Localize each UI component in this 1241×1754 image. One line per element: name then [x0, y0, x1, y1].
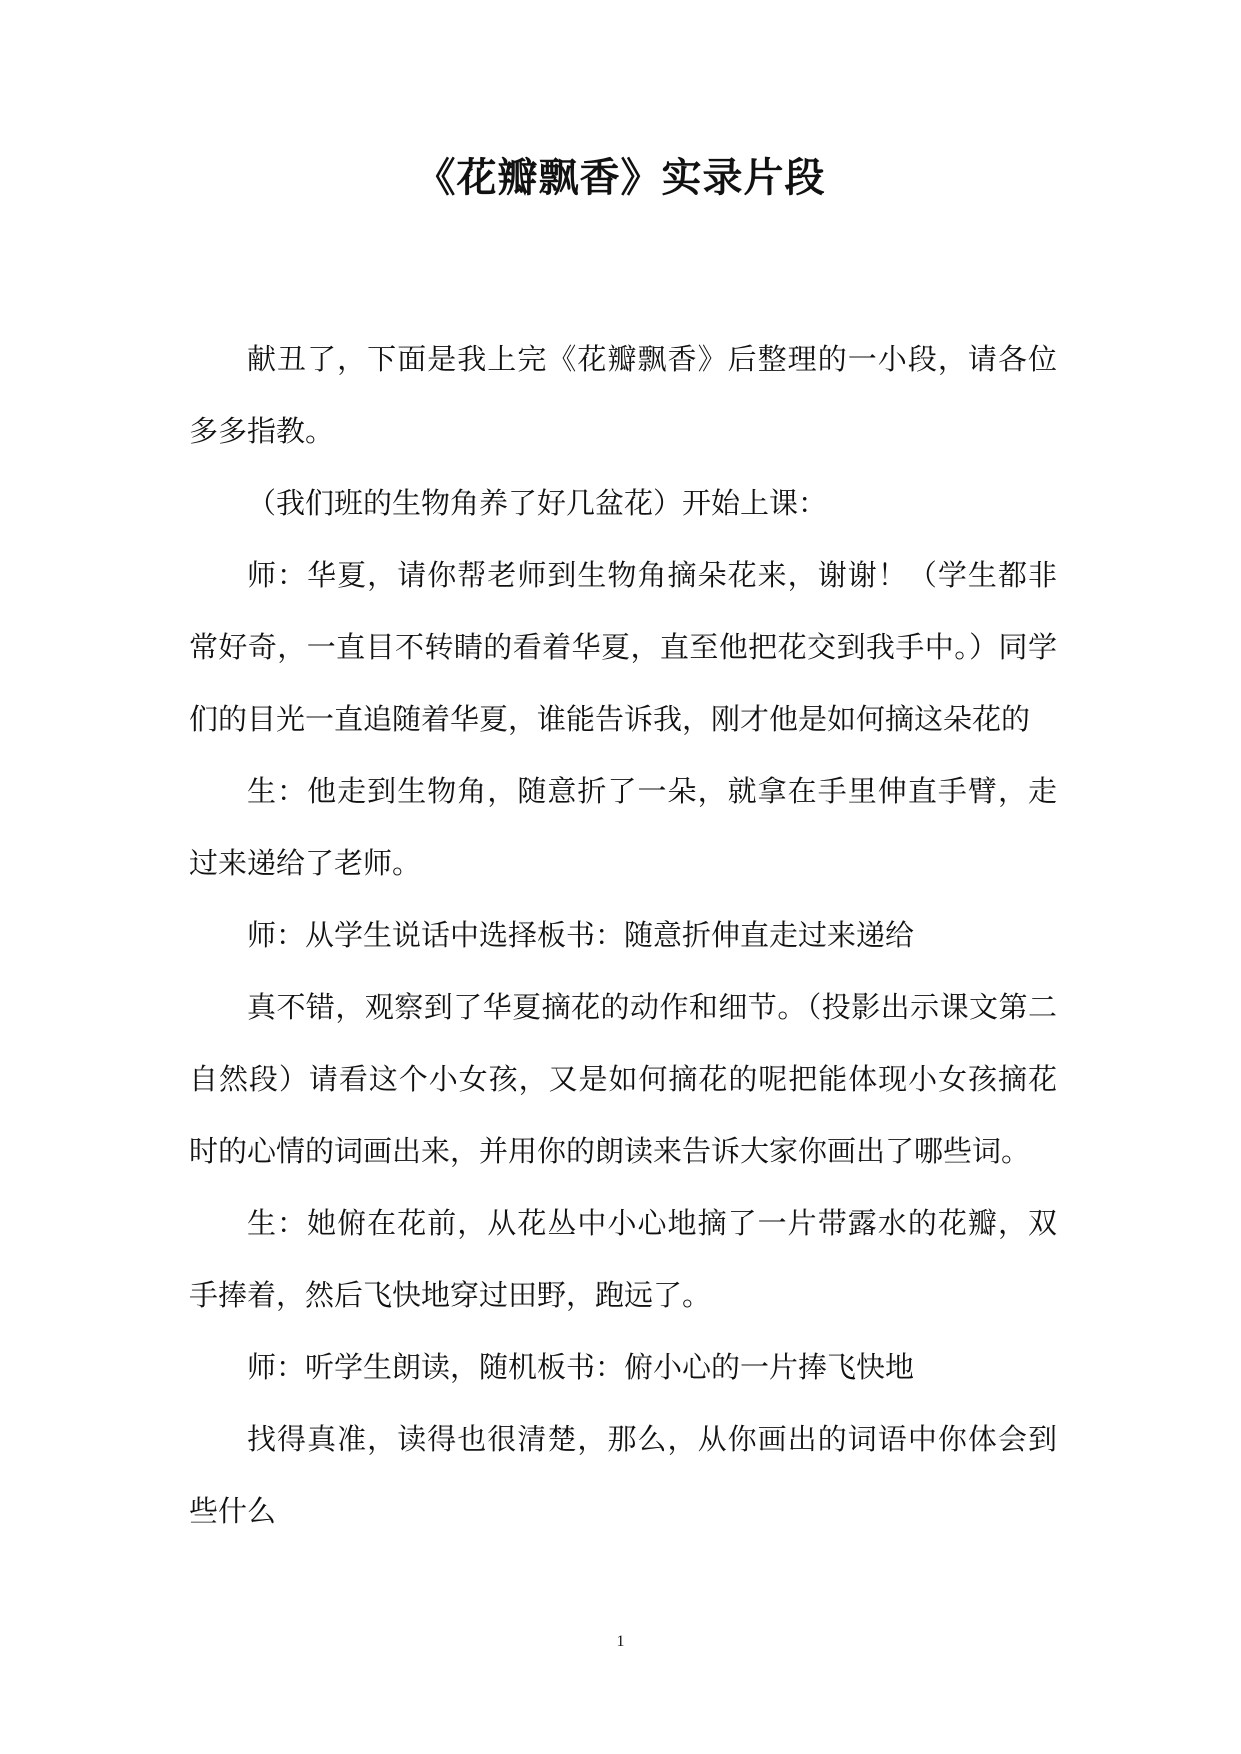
paragraph-9: 找得真准，读得也很清楚，那么，从你画出的词语中你体会到些什么 — [189, 1422, 1057, 1528]
document-body — [189, 323, 1057, 1547]
paragraph-3: 师：华夏，请你帮老师到生物角摘朵花来，谢谢！（学生都非常好奇，一直目不转睛的看着华夏，直至他把花交到我手中。）同学们的目光一直追随着华夏，谁能告诉我，刚才他是如何摘这朵花的 — [189, 558, 1057, 736]
paragraph-4: 生：他走到生物角，随意折了一朵，就拿在手里伸直手臂，走过来递给了老师。 — [189, 774, 1057, 880]
paragraph-5: 师：从学生说话中选择板书：随意折伸直走过来递给 — [247, 918, 915, 952]
paragraph-1: 献丑了，下面是我上完《花瓣飘香》后整理的一小段，请各位多多指教。 — [189, 342, 1057, 448]
paragraph-7: 生：她俯在花前，从花丛中小心地摘了一片带露水的花瓣，双手捧着，然后飞快地穿过田野，跑远了。 — [189, 1206, 1057, 1312]
paragraph-6: 真不错，观察到了华夏摘花的动作和细节。（投影出示课文第二自然段）请看这个小女孩，又是如何摘花的呢把能体现小女孩摘花时的心情的词画出来，并用你的朗读来告诉大家你画出了哪些词。 — [189, 990, 1057, 1168]
paragraph-2: （我们班的生物角养了好几盆花）开始上课： — [247, 486, 828, 520]
page-number: 1 — [616, 1633, 625, 1650]
paragraph-8: 师：听学生朗读，随机板书：俯小心的一片捧飞快地 — [247, 1350, 915, 1384]
document-title: 《花瓣飘香》实录片段 — [415, 155, 826, 201]
